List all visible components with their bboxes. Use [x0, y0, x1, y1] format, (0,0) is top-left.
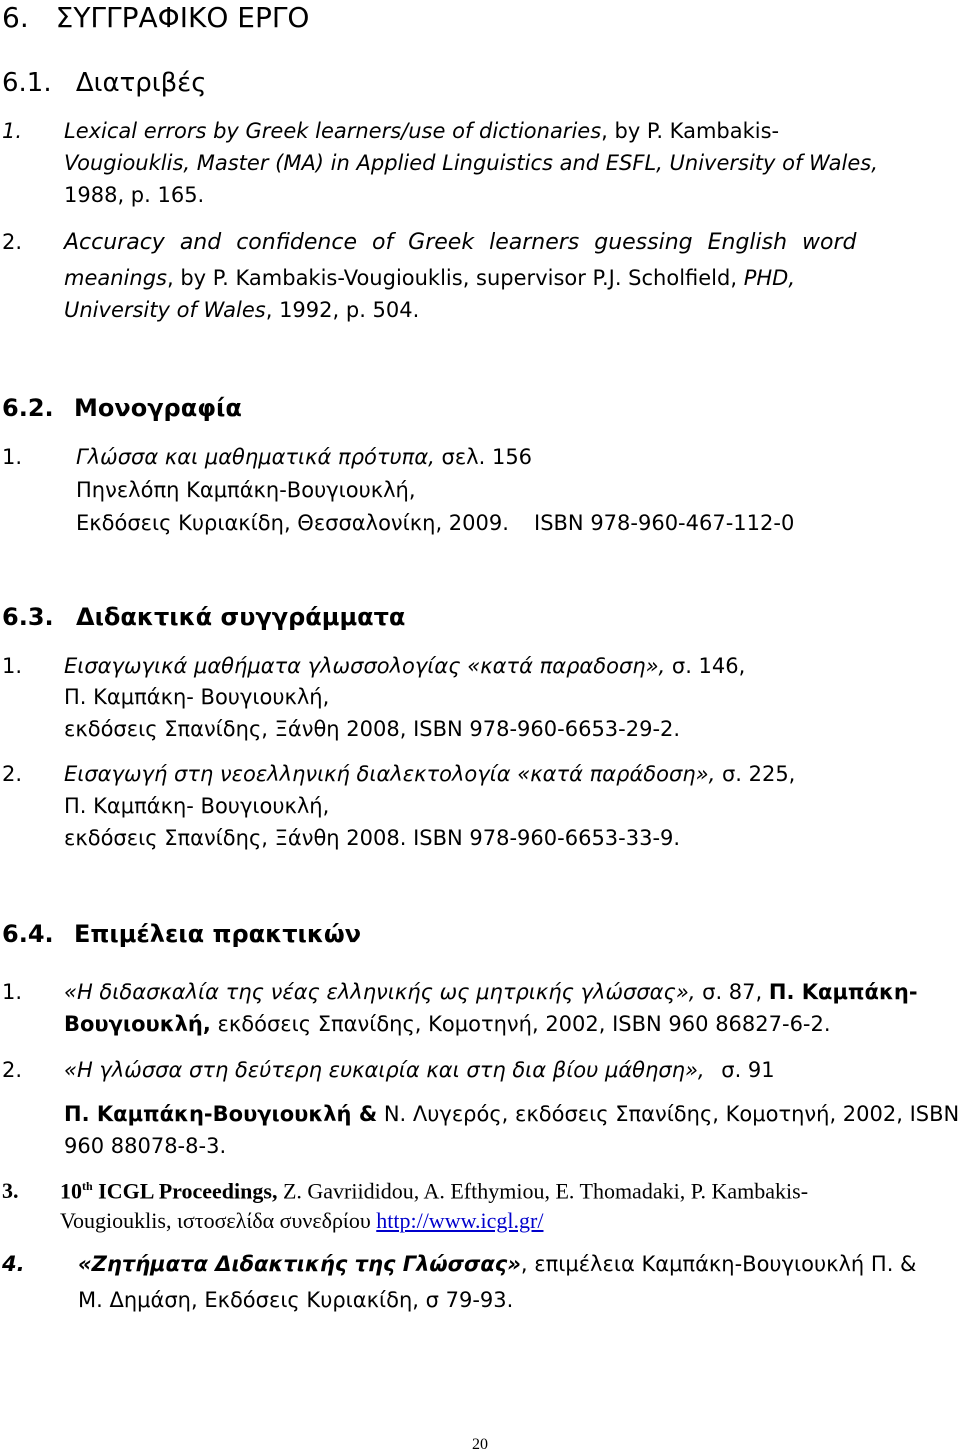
section-title: Διδακτικά συγγράμματα	[76, 603, 406, 631]
item-number: 2.	[2, 1058, 23, 1082]
dissertation-1-text	[64, 121, 779, 142]
dissertation-author: , by P. Kambakis-Vougiouklis, supervisor P.J. Scholfield,	[166, 266, 744, 290]
conference-website-link[interactable]: http://www.icgl.gr/	[376, 1208, 544, 1233]
proceedings-title: «Η διδασκαλία της νέας ελληνικής ως μητρικής γλώσσας»,	[64, 980, 696, 1004]
dissertation-title-cont: meanings	[64, 266, 167, 290]
proceedings-editors: Π. Καμπάκη-Βουγιουκλή &	[64, 1102, 378, 1126]
proceedings-editors: Z. Gavriididou, A. Efthymiou, E. Thomadaki, P. Kambakis-	[277, 1178, 809, 1204]
proceedings-publisher: εκδόσεις Σπανίδης, Κομοτηνή, 2002, ISBN 960 86827-6-2.	[210, 1012, 831, 1036]
dissertation-university: University of Wales	[64, 298, 266, 322]
dissertation-degree: PHD,	[743, 266, 796, 290]
page-number: 20	[472, 1436, 488, 1453]
section-number: 6.2.	[2, 394, 54, 422]
proceedings-3-line-2	[60, 1210, 543, 1232]
textbook-1-author: Π. Καμπάκη- Βουγιουκλή,	[64, 685, 330, 709]
section-title: ΣΥΓΓΡΑΦΙΚΟ ΕΡΓΟ	[55, 1, 310, 34]
item-number: 1.	[2, 119, 23, 143]
proceedings-2-line-2	[64, 1104, 959, 1125]
item-number: 3.	[2, 1178, 19, 1203]
monograph-publisher: Εκδόσεις Κυριακίδη, Θεσσαλονίκη, 2009.	[76, 511, 509, 535]
monograph-line-3	[76, 511, 795, 535]
proceedings-editors: , επιμέλεια Καμπάκη-Βουγιουκλή Π. &	[520, 1252, 917, 1276]
textbook-title: Εισαγωγή στη νεοελληνική διαλεκτολογία «κατά παράδοση»,	[64, 762, 716, 786]
section-number: 6.4.	[2, 920, 54, 948]
section-title: Διατριβές	[75, 68, 207, 98]
textbook-title: Εισαγωγικά μαθήματα γλωσσολογίας «κατά παραδοση»,	[64, 654, 666, 678]
dissertation-2-line-3	[64, 300, 419, 321]
monograph-pages: σελ. 156	[434, 445, 533, 469]
monograph-author: Πηνελόπη Καμπάκη-Βουγιουκλή,	[76, 478, 416, 502]
section-title: Επιμέλεια πρακτικών	[74, 920, 362, 948]
dissertation-2-line-2	[64, 268, 795, 289]
textbook-1-publisher: εκδόσεις Σπανίδης, Ξάνθη 2008, ISBN 978-960-6653-29-2.	[64, 717, 681, 741]
proceedings-1-line-2	[64, 1014, 831, 1035]
section-heading-6-4	[2, 922, 361, 946]
proceedings-title: «Η γλώσσα στη δεύτερη ευκαιρία και στη δια βίου μάθηση»,	[64, 1058, 705, 1082]
proceedings-publisher: Ν. Λυγερός, εκδόσεις Σπανίδης, Κομοτηνή, 2002, ISBN	[377, 1102, 960, 1126]
proceedings-2-line-3: 960 88078-8-3.	[64, 1134, 227, 1158]
section-number: 6.	[2, 1, 29, 34]
proceedings-pages: σ. 87,	[695, 980, 769, 1004]
textbook-2-publisher: εκδόσεις Σπανίδης, Ξάνθη 2008. ISBN 978-960-6653-33-9.	[64, 826, 681, 850]
section-heading-6-3	[2, 605, 405, 629]
dissertation-author: , by P. Kambakis-	[601, 119, 780, 143]
proceedings-editors-cont: Vougiouklis, ιστοσελίδα συνεδρίου	[60, 1208, 377, 1233]
dissertation-title: Lexical errors by Greek learners/use of dictionaries	[64, 119, 602, 143]
ordinal-suffix: th	[82, 1179, 93, 1193]
monograph-isbn: ISBN 978-960-467-112-0	[534, 511, 795, 535]
proceedings-edition: 10	[60, 1178, 82, 1204]
textbook-2-author: Π. Καμπάκη- Βουγιουκλή,	[64, 794, 330, 818]
proceedings-title: «Ζητήματα Διδακτικής της Γλώσσας»	[78, 1252, 521, 1276]
section-heading-6-1	[2, 70, 206, 96]
dissertation-1-line-3: 1988, p. 165.	[64, 183, 205, 207]
item-number: 4.	[2, 1252, 25, 1276]
dissertation-year: , 1992, p. 504.	[265, 298, 420, 322]
item-number: 1.	[2, 654, 23, 678]
section-number: 6.1.	[2, 68, 52, 98]
section-heading-6	[2, 1, 310, 34]
textbook-pages: σ. 225,	[715, 762, 796, 786]
item-number: 2.	[2, 762, 23, 786]
proceedings-title: ICGL Proceedings,	[92, 1178, 278, 1204]
monograph-title: Γλώσσα και μαθηματικά πρότυπα,	[76, 445, 435, 469]
proceedings-4-line-2: Μ. Δημάση, Εκδόσεις Κυριακίδη, σ 79-93.	[78, 1288, 514, 1312]
proceedings-editor-cont: Βουγιουκλή,	[64, 1012, 211, 1036]
section-number: 6.3.	[2, 603, 54, 631]
section-heading-6-2	[2, 396, 242, 420]
textbook-pages: σ. 146,	[665, 654, 746, 678]
proceedings-editor: Π. Καμπάκη-	[768, 980, 918, 1004]
section-title: Μονογραφία	[74, 394, 242, 422]
dissertation-1-line-2: Vougiouklis, Master (MA) in Applied Linguistics and ESFL, University of Wales,	[64, 151, 878, 175]
item-number: 1.	[2, 980, 23, 1004]
dissertation-title: Accuracy and confidence of Greek learners guessing English word	[64, 230, 857, 255]
item-number: 2.	[2, 230, 23, 254]
proceedings-pages: σ. 91	[714, 1058, 775, 1082]
item-number: 1.	[2, 445, 23, 469]
